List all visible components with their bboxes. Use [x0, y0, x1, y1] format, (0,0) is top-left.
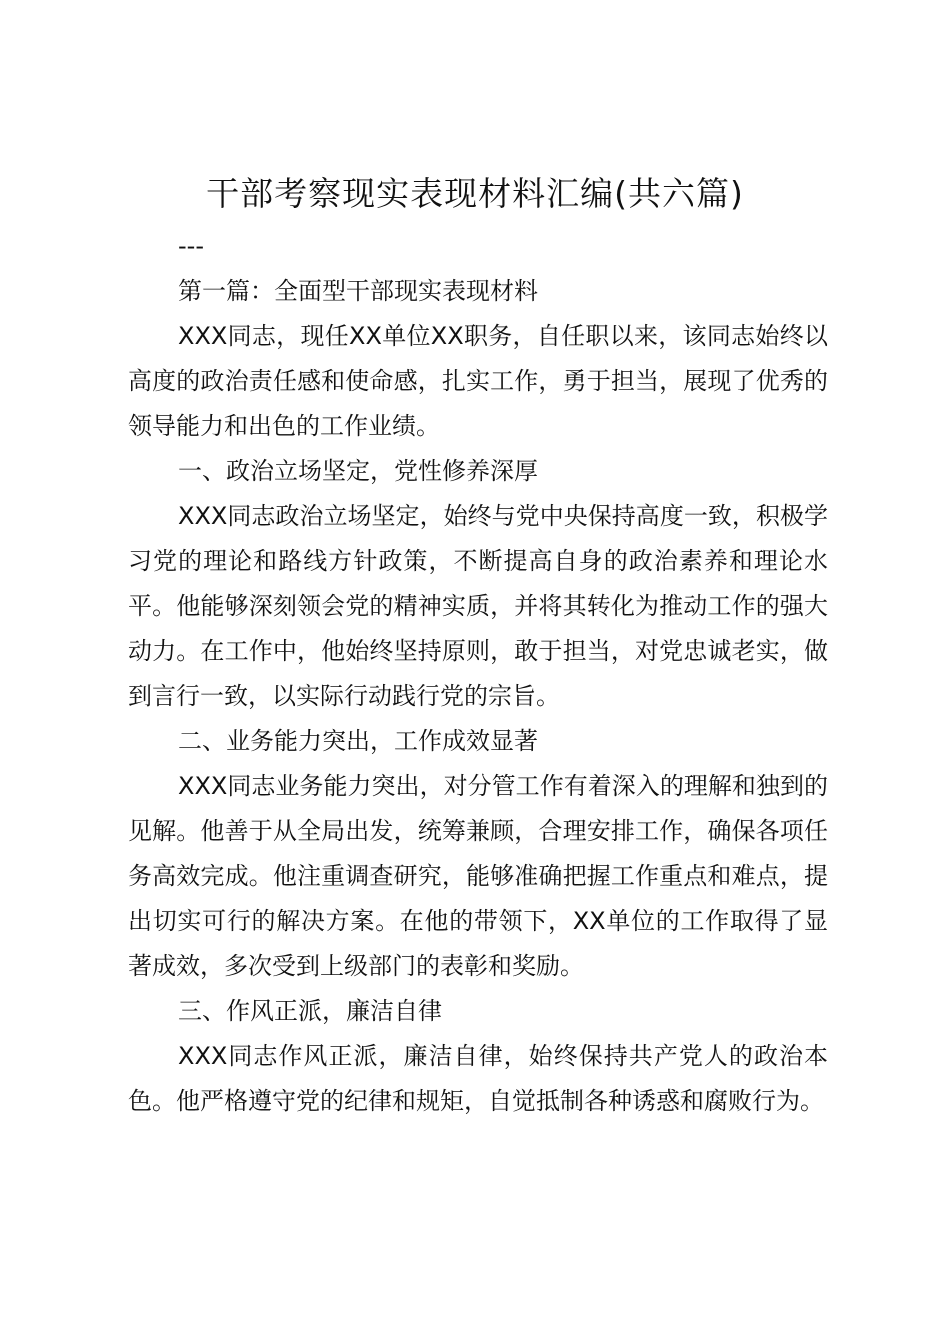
section-heading-conduct: 三、作风正派，廉洁自律 — [178, 997, 442, 1025]
business-paragraph: XXX同志业务能力突出，对分管工作有着深入的理解和独到的见解。他善于从全局出发，统筹兼顾，合理安排工作，确保各项任务高效完成。他注重调查研究，能够准确把握工作重点和难点，提出切实可行的解决方案。在他的带领下，XX单位的工作取得了显著成效，多次受到上级部门的表彰和奖励。 — [128, 772, 828, 980]
chapter-heading: 第一篇：全面型干部现实表现材料 — [178, 277, 538, 305]
political-paragraph: XXX同志政治立场坚定，始终与党中央保持高度一致，积极学习党的理论和路线方针政策，不断提高自身的政治素养和理论水平。他能够深刻领会党的精神实质，并将其转化为推动工作的强大动力。在工作中，他始终坚持原则，敢于担当，对党忠诚老实，做到言行一致，以实际行动践行党的宗旨。 — [128, 502, 828, 710]
section-heading-business: 二、业务能力突出，工作成效显著 — [178, 727, 538, 755]
conduct-paragraph: XXX同志作风正派，廉洁自律，始终保持共产党人的政治本色。他严格遵守党的纪律和规矩，自觉抵制各种诱惑和腐败行为。 — [128, 1042, 828, 1115]
document-body — [128, 269, 828, 1124]
document-title: 干部考察现实表现材料汇编(共六篇) — [206, 174, 744, 213]
intro-paragraph: XXX同志，现任XX单位XX职务，自任职以来，该同志始终以高度的政治责任感和使命感，扎实工作，勇于担当，展现了优秀的领导能力和出色的工作业绩。 — [128, 322, 828, 440]
section-heading-political: 一、政治立场坚定，党性修养深厚 — [178, 457, 538, 485]
section-separator: --- — [178, 232, 204, 260]
